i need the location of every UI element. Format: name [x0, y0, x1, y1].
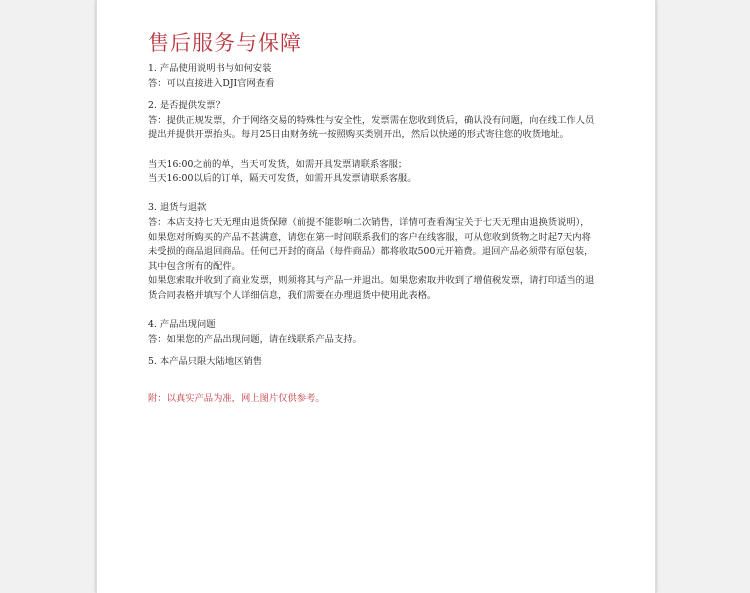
- section-5-statement: 5. 本产品只限大陆地区销售: [148, 356, 263, 368]
- section-3-answer-line-4: 其中包含所有的配件。: [148, 260, 241, 272]
- section-1-answer: 答：可以直接进入DJI官网查看: [148, 77, 275, 89]
- section-3-question: 3. 退货与退款: [148, 202, 207, 214]
- section-3-answer-line-1: 答：本店支持七天无理由退货保障（前提不能影响二次销售，详情可查看淘宝关于七天无理由退换货说明），: [148, 216, 590, 228]
- section-3-invoice-line-1: 如果您索取并收到了商业发票，则须将其与产品一并退出。如果您索取并收到了增值税发票，请打印适当的退: [148, 275, 595, 287]
- section-4-question: 4. 产品出现问题: [148, 319, 216, 331]
- section-3-answer-line-2: 如果您对所购买的产品不甚满意，请您在第一时间联系我们的客户在线客服，可从您收到货物之时起7天内将: [148, 231, 591, 243]
- section-2-answer-line-1: 答：提供正规发票，介于网络交易的特殊性与安全性，发票需在您收到货后，确认没有问题，向在线工作人员: [148, 114, 595, 126]
- section-3-answer-line-3: 未受损的商品退回商品。任何已开封的商品（每件商品）都将收取500元开箱费。退回产品必须带有原包装，: [148, 246, 594, 258]
- section-2-answer-line-2: 提出并提供开票抬头。每月25日由财务统一按照购买类别开出，然后以快递的形式寄往您的收货地址。: [148, 129, 569, 141]
- document-body: [148, 62, 633, 407]
- page-title: 售后服务与保障: [148, 31, 302, 55]
- disclaimer-note: 附：以真实产品为准，网上图片仅供参考。: [148, 393, 325, 405]
- section-2-question: 2. 是否提供发票？: [148, 100, 225, 112]
- section-1-question: 1. 产品使用说明书与如何安装: [148, 63, 272, 74]
- section-4-answer: 答：如果您的产品出现问题，请在线联系产品支持。: [148, 333, 362, 345]
- document-page: [96, 0, 656, 593]
- shipping-time-line-1: 当天16:00之前的单，当天可发货，如需开具发票请联系客服；: [148, 158, 408, 170]
- shipping-time-line-2: 当天16:00以后的订单，隔天可发货，如需开具发票请联系客服。: [148, 173, 417, 185]
- section-3-invoice-line-2: 货合同表格并填写个人详细信息，我们需要在办理退货中使用此表格。: [148, 289, 437, 301]
